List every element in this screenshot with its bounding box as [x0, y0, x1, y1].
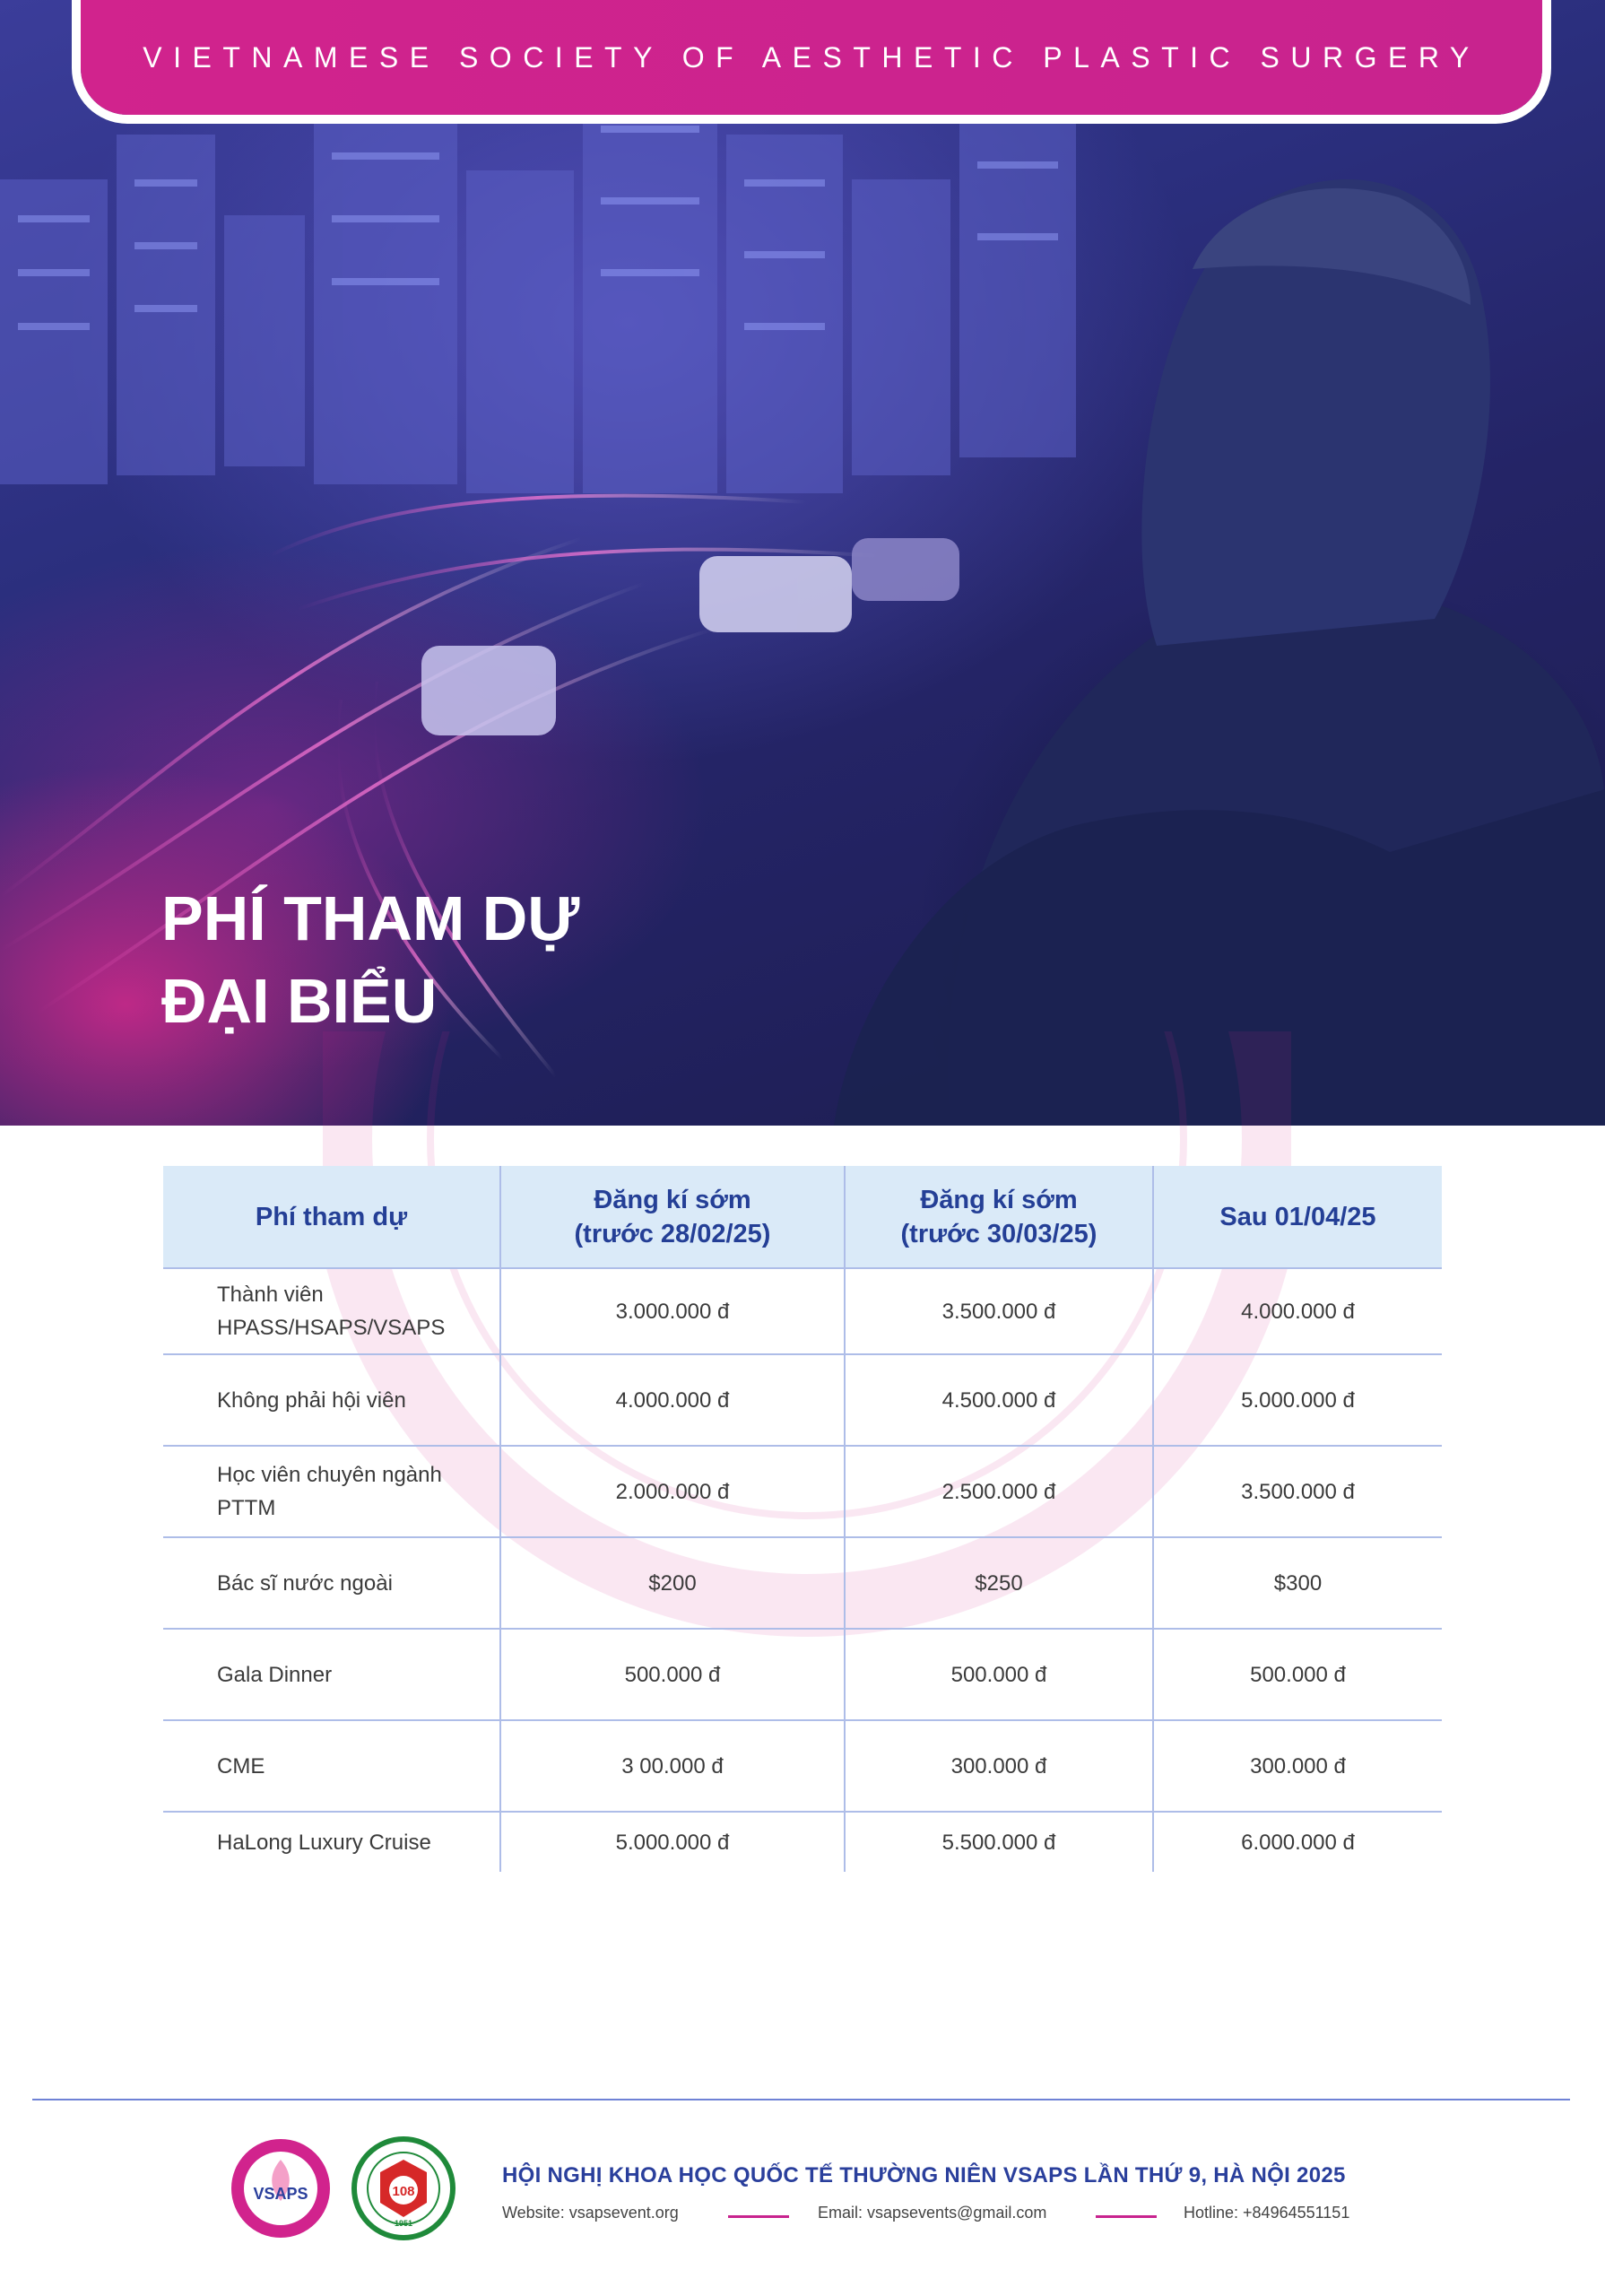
fee-cell: 500.000 đ — [845, 1629, 1153, 1720]
header-late-label: Sau 01/04/25 — [1219, 1202, 1376, 1231]
society-banner — [81, 0, 1542, 115]
fee-cell: 3 00.000 đ — [500, 1720, 845, 1812]
header-early-1-line2: (trước 28/02/25) — [574, 1219, 771, 1248]
row-category-line1: Không phải hội viên — [217, 1387, 406, 1413]
header-category — [163, 1166, 500, 1268]
vsaps-logo-text: VSAPS — [253, 2185, 308, 2203]
fee-cell: 3.000.000 đ — [500, 1268, 845, 1354]
row-category — [163, 1354, 500, 1446]
header-late — [1153, 1166, 1442, 1268]
military-hospital-logo-icon — [351, 2136, 455, 2240]
website-link[interactable]: Website: vsapsevent.org — [502, 2204, 679, 2222]
row-category-line1: Gala Dinner — [217, 1662, 333, 1687]
row-category-line1: HaLong Luxury Cruise — [217, 1830, 431, 1855]
header-early-2-line1: Đăng kí sớm — [920, 1185, 1078, 1214]
fee-cell: $300 — [1153, 1537, 1442, 1629]
hotline-text: Hotline: +84964551151 — [1184, 2204, 1350, 2222]
vsaps-logo-icon — [229, 2136, 333, 2240]
row-category — [163, 1812, 500, 1872]
fee-cell: 5.500.000 đ — [845, 1812, 1153, 1872]
row-category-line2: PTTM — [217, 1496, 276, 1520]
fee-cell: 300.000 đ — [1153, 1720, 1442, 1812]
hospital-logo-year: 1951 — [394, 2219, 413, 2228]
table-row — [163, 1268, 1442, 1354]
row-category-line1: Thành viên — [217, 1283, 324, 1307]
page-title — [161, 877, 579, 1042]
table-row — [163, 1812, 1442, 1872]
header-category-label: Phí tham dự — [255, 1202, 408, 1231]
header-early-1 — [500, 1166, 845, 1268]
fee-cell: 5.000.000 đ — [1153, 1354, 1442, 1446]
email-link[interactable]: Email: vsapsevents@gmail.com — [818, 2204, 1047, 2222]
fee-cell: 500.000 đ — [1153, 1629, 1442, 1720]
fee-cell: 3.500.000 đ — [1153, 1446, 1442, 1537]
footer-divider — [32, 2099, 1570, 2100]
row-category — [163, 1629, 500, 1720]
fee-cell: 5.000.000 đ — [500, 1812, 845, 1872]
fee-cell: 3.500.000 đ — [845, 1268, 1153, 1354]
contact-separator — [1096, 2215, 1157, 2218]
row-category-line2: HPASS/HSAPS/VSAPS — [217, 1316, 446, 1340]
row-category-line1: CME — [217, 1753, 265, 1779]
fee-cell: $250 — [845, 1537, 1153, 1629]
header-early-1-line1: Đăng kí sớm — [594, 1185, 751, 1214]
row-category-line1: Học viên chuyên ngành — [217, 1463, 442, 1487]
hospital-logo-number: 108 — [392, 2184, 415, 2199]
society-name: VIETNAMESE SOCIETY OF AESTHETIC PLASTIC SURGERY — [143, 40, 1480, 74]
fee-cell: 4.500.000 đ — [845, 1354, 1153, 1446]
contact-separator — [728, 2215, 789, 2218]
table-row — [163, 1720, 1442, 1812]
row-category — [163, 1268, 500, 1354]
hero-banner — [0, 0, 1605, 1126]
row-category — [163, 1537, 500, 1629]
fee-cell: 4.000.000 đ — [1153, 1268, 1442, 1354]
conference-title: HỘI NGHỊ KHOA HỌC QUỐC TẾ THƯỜNG NIÊN VSAPS LẦN THỨ 9, HÀ NỘI 2025 — [502, 2163, 1346, 2187]
page-title-line1: PHÍ THAM DỰ — [161, 883, 580, 953]
fee-cell: 4.000.000 đ — [500, 1354, 845, 1446]
row-category — [163, 1446, 500, 1537]
table-row — [163, 1537, 1442, 1629]
row-category-line1: Bác sĩ nước ngoài — [217, 1570, 393, 1596]
fee-table-header-row — [163, 1166, 1442, 1268]
table-row — [163, 1354, 1442, 1446]
fee-cell: $200 — [500, 1537, 845, 1629]
fee-cell: 6.000.000 đ — [1153, 1812, 1442, 1872]
header-early-2 — [845, 1166, 1153, 1268]
fee-cell: 300.000 đ — [845, 1720, 1153, 1812]
fee-cell: 2.000.000 đ — [500, 1446, 845, 1537]
header-early-2-line2: (trước 30/03/25) — [900, 1219, 1097, 1248]
page-title-line2: ĐẠI BIỂU — [161, 966, 438, 1036]
table-row — [163, 1629, 1442, 1720]
table-row — [163, 1446, 1442, 1537]
fee-cell: 2.500.000 đ — [845, 1446, 1153, 1537]
fee-table — [163, 1166, 1442, 1872]
row-category — [163, 1720, 500, 1812]
fee-cell: 500.000 đ — [500, 1629, 845, 1720]
